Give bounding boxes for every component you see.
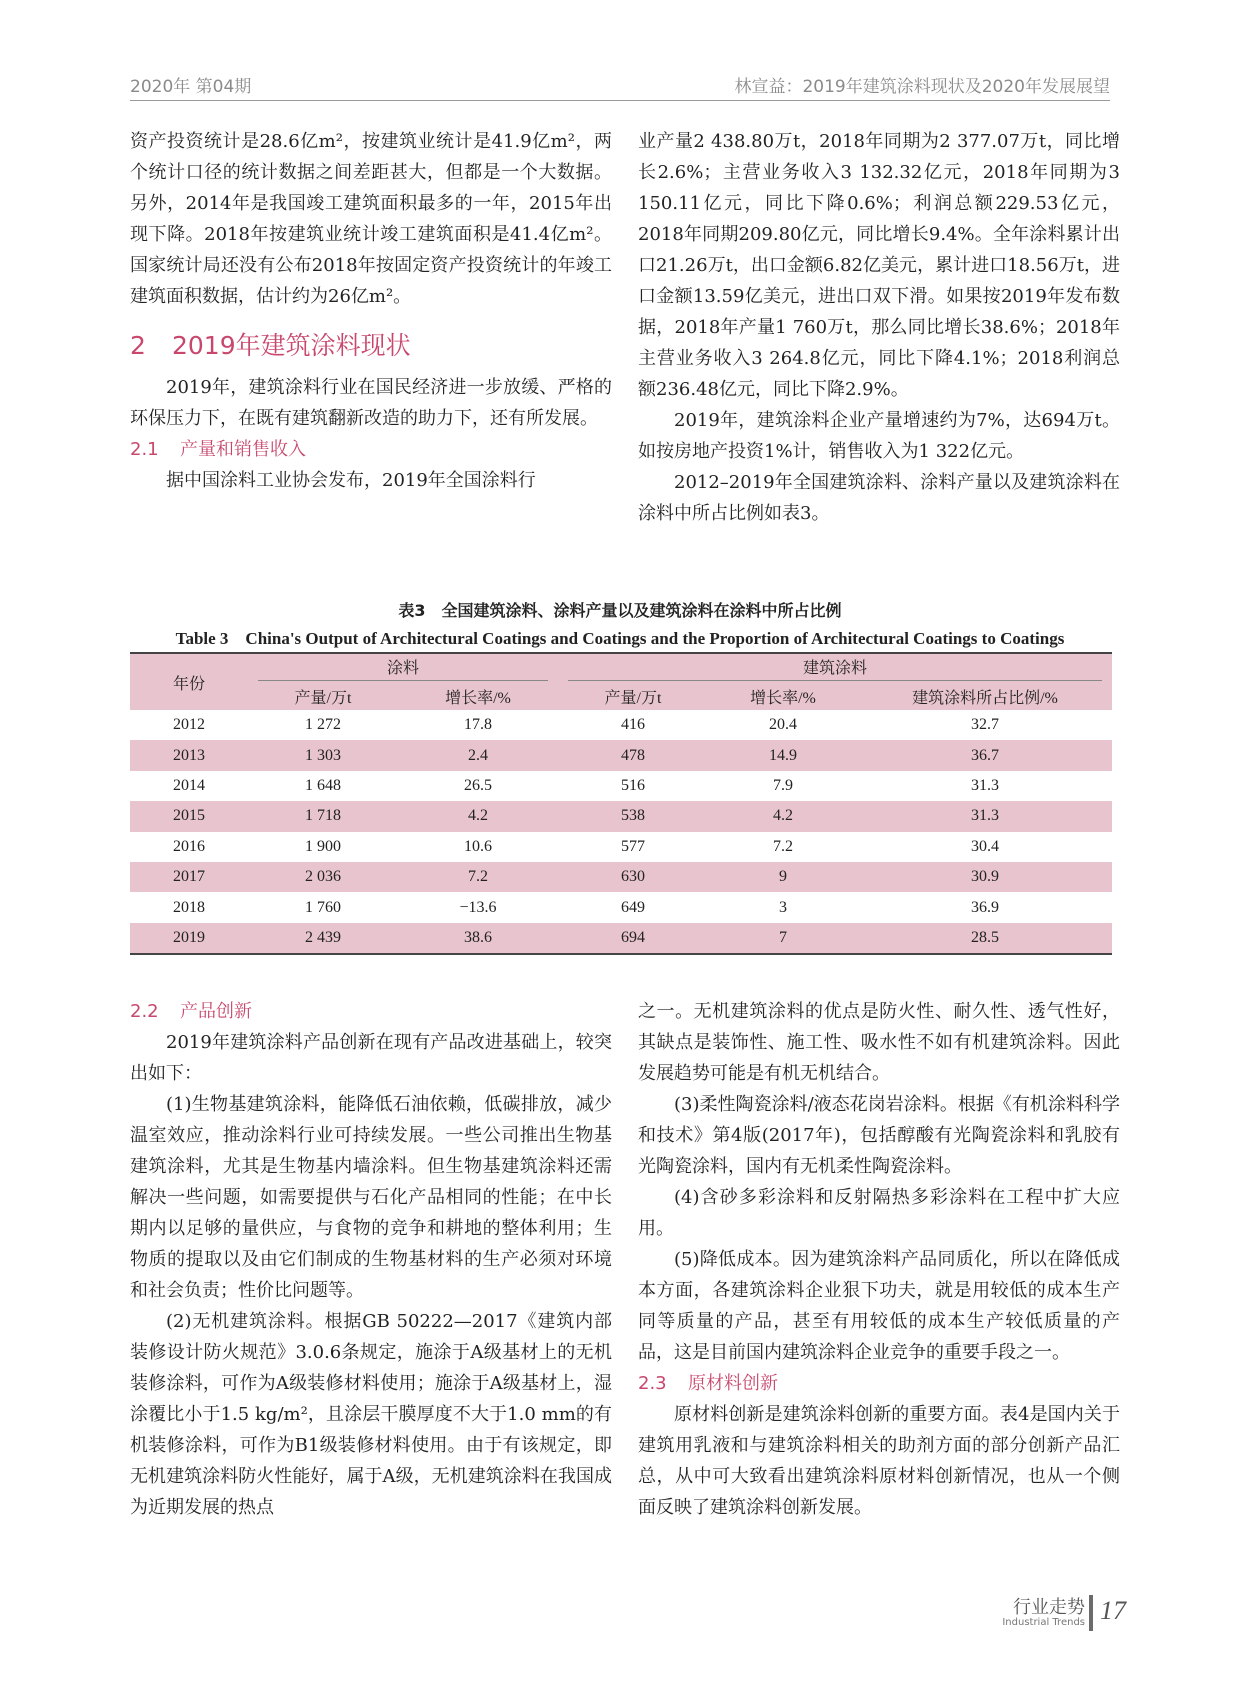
paragraph: (1)生物基建筑涂料，能降低石油依赖，低碳排放，减少温室效应，推动涂料行业可持续发展。一些公司推出生物基建筑涂料，尤其是生物基内墙涂料。但生物基建筑涂料还需解决一些问题，如需要提供与石化产品相同的性能；在中长期内以足够的量供应，与食物的竞争和耕地的整体利用；生物质的提取以及由它们制成的生物基材料的生产必须对环境和社会负责；性价比问题等。 — [130, 1094, 612, 1301]
paragraph: 2019年建筑涂料产品创新在现有产品改进基础上，较突出如下： — [130, 1032, 612, 1084]
header-group-coatings: 涂料 — [248, 653, 558, 682]
paragraph: (2)无机建筑涂料。根据GB 50222—2017《建筑内部装修设计防火规范》3.0.6条规定，施涂于A级基材上的无机装修涂料，可作为A级装修材料使用；施涂于A级基材上，湿涂覆比小于1.5 kg/m²，且涂层干膜厚度不大于1.0 mm的有机装修涂料，可作为B1级装修材料使用。由于有该规定，即无机建筑涂料防火性能好，属于A级，无机建筑涂料在我国成为近期发展的热点 — [130, 1311, 612, 1518]
subsection-title: 原材料创新 — [688, 1373, 778, 1394]
header-output: 产量/万t — [248, 682, 398, 710]
footer-section-chinese: 行业走势 — [1013, 1597, 1085, 1618]
table-row: 2012 1 272 17.8 416 20.4 32.7 — [173, 716, 999, 734]
table-row: 2017 2 036 7.2 630 9 30.9 — [130, 862, 1112, 892]
header-arch-growth: 增长率/% — [708, 682, 858, 710]
header-year: 年份 — [130, 653, 248, 710]
header-growth: 增长率/% — [398, 682, 558, 710]
paragraph: 原材料创新是建筑涂料创新的重要方面。表4是国内关于建筑用乳液和与建筑涂料相关的助剂方面的部分创新产品汇总，从中可大致看出建筑涂料原材料创新情况，也从一个侧面反映了建筑涂料创新发展。 — [638, 1404, 1120, 1518]
header-arch-output: 产量/万t — [558, 682, 708, 710]
output-table — [130, 652, 1112, 955]
paragraph: 2012–2019年全国建筑涂料、涂料产量以及建筑涂料在涂料中所占比例如表3。 — [638, 472, 1120, 524]
paragraph: 2019年，建筑涂料企业产量增速约为7%，达694万t。如按房地产投资1%计，销售收入为1 322亿元。 — [638, 410, 1120, 462]
section-title: 2019年建筑涂料现状 — [172, 331, 411, 360]
footer-divider — [1089, 1595, 1093, 1631]
column-right-top — [638, 126, 1120, 529]
table-row: 2015 1 718 4.2 538 4.2 31.3 — [130, 801, 1112, 831]
article-running-title: 林宣益：2019年建筑涂料现状及2020年发展展望 — [734, 77, 1110, 97]
column-left-top — [130, 126, 612, 496]
paragraph: 业产量2 438.80万t，2018年同期为2 377.07万t，同比增长2.6%；主营业务收入3 132.32亿元，2018年同期为3 150.11亿元，同比下降0.6%；利润总额229.53亿元，2018年同期209.80亿元，同比增长9.4%。全年涂料累计出口21.26万t，出口金额6.82亿美元，累计进口18.56万t，进口金额13.59亿美元，进出口双下滑。如果按2019年发布数据，2018年产量1 760万t，那么同比增长38.6%；2018年主营业务收入3 264.8亿元，同比下降4.1%；2018利润总额236.48亿元，同比下降2.9%。 — [638, 131, 1120, 400]
paragraph: 2019年，建筑涂料行业在国民经济进一步放缓、严格的环保压力下，在既有建筑翻新改造的助力下，还有所发展。 — [130, 377, 612, 429]
subsection-heading — [638, 1368, 1120, 1399]
subsection-heading — [130, 996, 612, 1027]
subsection-heading — [130, 434, 612, 465]
paragraph: (4)含砂多彩涂料和反射隔热多彩涂料在工程中扩大应用。 — [638, 1187, 1120, 1239]
subsection-number: 2.1 — [130, 439, 159, 460]
page-number: 17 — [1100, 1596, 1126, 1625]
header-divider — [130, 100, 1110, 101]
subsection-title: 产量和销售收入 — [180, 439, 306, 460]
paragraph: 之一。无机建筑涂料的优点是防火性、耐久性、透气性好，其缺点是装饰性、施工性、吸水性不如有机建筑涂料。因此发展趋势可能是有机无机结合。 — [638, 1001, 1120, 1084]
table-title-chinese: 表3 全国建筑涂料、涂料产量以及建筑涂料在涂料中所占比例 — [398, 601, 842, 620]
table-row: 2018 1 760 −13.6 649 3 36.9 — [173, 898, 999, 916]
column-left-bottom — [130, 996, 612, 1523]
section-number: 2 — [130, 331, 146, 360]
subsection-title: 产品创新 — [180, 1001, 252, 1022]
paragraph: 据中国涂料工业协会发布，2019年全国涂料行 — [166, 470, 536, 491]
paragraph: (3)柔性陶瓷涂料/液态花岗岩涂料。根据《有机涂料科学和技术》第4版(2017年)，包括醇酸有光陶瓷涂料和乳胶有光陶瓷涂料，国内有无机柔性陶瓷涂料。 — [638, 1094, 1120, 1177]
table-row: 2013 1 303 2.4 478 14.9 36.7 — [130, 740, 1112, 770]
subsection-number: 2.2 — [130, 1001, 159, 1022]
paragraph: (5)降低成本。因为建筑涂料产品同质化，所以在降低成本方面，各建筑涂料企业狠下功夫，就是用较低的成本生产同等质量的产品，甚至有用较低的成本生产较低质量的产品，这是目前国内建筑涂料企业竞争的重要手段之一。 — [638, 1249, 1120, 1363]
subsection-number: 2.3 — [638, 1373, 667, 1394]
table-row: 2016 1 900 10.6 577 7.2 30.4 — [173, 837, 999, 855]
footer-section-english: Industrial Trends — [1002, 1617, 1085, 1628]
section-heading — [130, 326, 612, 366]
table-row: 2019 2 439 38.6 694 7 28.5 — [130, 923, 1112, 954]
paragraph: 资产投资统计是28.6亿m²，按建筑业统计是41.9亿m²，两个统计口径的统计数据之间差距甚大，但都是一个大数据。另外，2014年是我国竣工建筑面积最多的一年，2015年出现下降。2018年按建筑业统计竣工建筑面积是41.4亿m²。国家统计局还没有公布2018年按固定资产投资统计的年竣工建筑面积数据，估计约为26亿m²。 — [130, 131, 612, 307]
table-row: 2014 1 648 26.5 516 7.9 31.3 — [173, 776, 999, 794]
table-title-english: Table 3 China's Output of Architectural Coatings and Coatings and the Proportion of Architectural Coatings to Coatings — [175, 629, 1065, 648]
journal-issue: 2020年 第04期 — [130, 77, 252, 97]
header-ratio: 建筑涂料所占比例/% — [858, 682, 1112, 710]
column-right-bottom — [638, 996, 1120, 1523]
header-group-architectural: 建筑涂料 — [558, 653, 1112, 682]
